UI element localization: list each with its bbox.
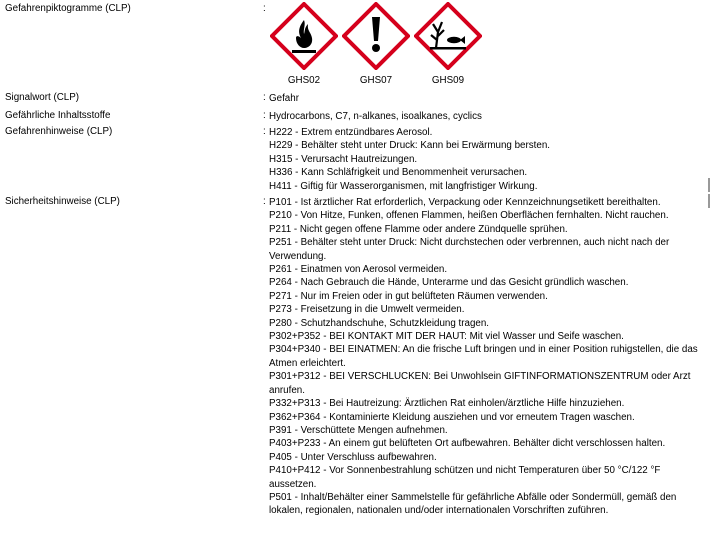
signal-word-value: Gefahr <box>269 93 299 104</box>
precautionary-statement: P301+P312 - BEI VERSCHLUCKEN: Bei Unwohlsein GIFTINFORMATIONSZENTRUM oder Arzt anrufen. <box>269 371 691 396</box>
precautionary-statement: P280 - Schutzhandschuhe, Schutzkleidung tragen. <box>269 317 490 329</box>
precautionary-statement: P403+P233 - An einem gut belüfteten Ort aufbewahren. Behälter dicht verschlossen halten. <box>269 438 666 450</box>
precautionary-statements-list <box>269 196 700 518</box>
precautionary-statement: P251 - Behälter steht unter Druck: Nicht durchstechen oder verbrennen, auch nicht nach der Verwendung. <box>269 237 670 262</box>
precautionary-statement: P410+P412 - Vor Sonnenbestrahlung schützen und nicht Temperaturen über 50 °C/122 °F aussetzen. <box>269 465 661 490</box>
exclamation-pictogram-icon <box>342 2 410 70</box>
precautionary-statement: P271 - Nur im Freien oder in gut belüfteten Räumen verwenden. <box>269 290 548 302</box>
hazard-statement: H315 - Verursacht Hautreizungen. <box>269 153 418 165</box>
environment-pictogram-icon <box>414 2 482 70</box>
hazard-statement: H411 - Giftig für Wasserorganismen, mit langfristiger Wirkung. <box>269 180 538 192</box>
precautionary-statement: P304+P340 - BEI EINATMEN: An die frische Luft bringen und in einer Position ruhigstellen, die das Atmen erleichtert. <box>269 344 698 369</box>
precautionary-statement: P261 - Einatmen von Aerosol vermeiden. <box>269 264 448 276</box>
signal-word-label: Signalwort (CLP) <box>5 92 80 103</box>
precautionary-statement: P332+P313 - Bei Hautreizung: Ärztlichen Rat einholen/ärztliche Hilfe hinzuziehen. <box>269 398 625 410</box>
precautionary-statements-colon: : <box>263 196 266 207</box>
ghs02-label: GHS02 <box>287 75 321 86</box>
precautionary-statement: P210 - Von Hitze, Funken, offenen Flammen, heißen Oberflächen fernhalten. Nicht rauchen. <box>269 210 669 222</box>
hazard-statements-colon: : <box>263 126 266 137</box>
precautionary-statement: P391 - Verschüttete Mengen aufnehmen. <box>269 424 448 436</box>
hazard-statements-label: Gefahrenhinweise (CLP) <box>5 126 113 137</box>
hazard-statement: H336 - Kann Schläfrigkeit und Benommenheit verursachen. <box>269 167 528 179</box>
ingredients-label: Gefährliche Inhaltsstoffe <box>5 110 111 121</box>
precautionary-statement: P302+P352 - BEI KONTAKT MIT DER HAUT: Mit viel Wasser und Seife waschen. <box>269 331 624 343</box>
precautionary-statement: P405 - Unter Verschluss aufbewahren. <box>269 451 437 463</box>
ingredients-value: Hydrocarbons, C7, n-alkanes, isoalkanes, cyclics <box>269 111 482 122</box>
pictogram-row <box>270 2 490 86</box>
ghs09-label: GHS09 <box>431 75 465 86</box>
precautionary-statement: P264 - Nach Gebrauch die Hände, Unterarme und das Gesicht gründlich waschen. <box>269 277 629 289</box>
precautionary-statement: P101 - Ist ärztlicher Rat erforderlich, Verpackung oder Kennzeichnungsetikett bereithalten. <box>269 197 661 208</box>
precautionary-statement: P362+P364 - Kontaminierte Kleidung ausziehen und vor erneutem Tragen waschen. <box>269 411 635 423</box>
flame-pictogram-icon <box>270 2 338 70</box>
precautionary-statement: P501 - Inhalt/Behälter einer Sammelstelle für gefährliche Abfälle oder Sondermüll, gemäß den lokalen, regionalen, nationalen und/oder internationalen Vorschriften zuführen. <box>269 491 677 517</box>
pictograms-label: Gefahrenpiktogramme (CLP) <box>5 3 131 14</box>
precautionary-statement: P273 - Freisetzung in die Umwelt vermeiden. <box>269 304 465 316</box>
ghs07-label: GHS07 <box>359 75 393 86</box>
ingredients-colon: : <box>263 110 266 121</box>
hazard-statement: H229 - Behälter steht unter Druck: Kann bei Erwärmung bersten. <box>269 140 550 152</box>
hazard-statements-list <box>269 126 700 193</box>
precautionary-statement: P211 - Nicht gegen offene Flamme oder andere Zündquelle sprühen. <box>269 223 568 235</box>
pictograms-colon: : <box>263 3 266 14</box>
signal-word-colon: : <box>263 92 266 103</box>
hazard-statement: H222 - Extrem entzündbares Aerosol. <box>269 127 433 138</box>
precautionary-statements-label: Sicherheitshinweise (CLP) <box>5 196 120 207</box>
